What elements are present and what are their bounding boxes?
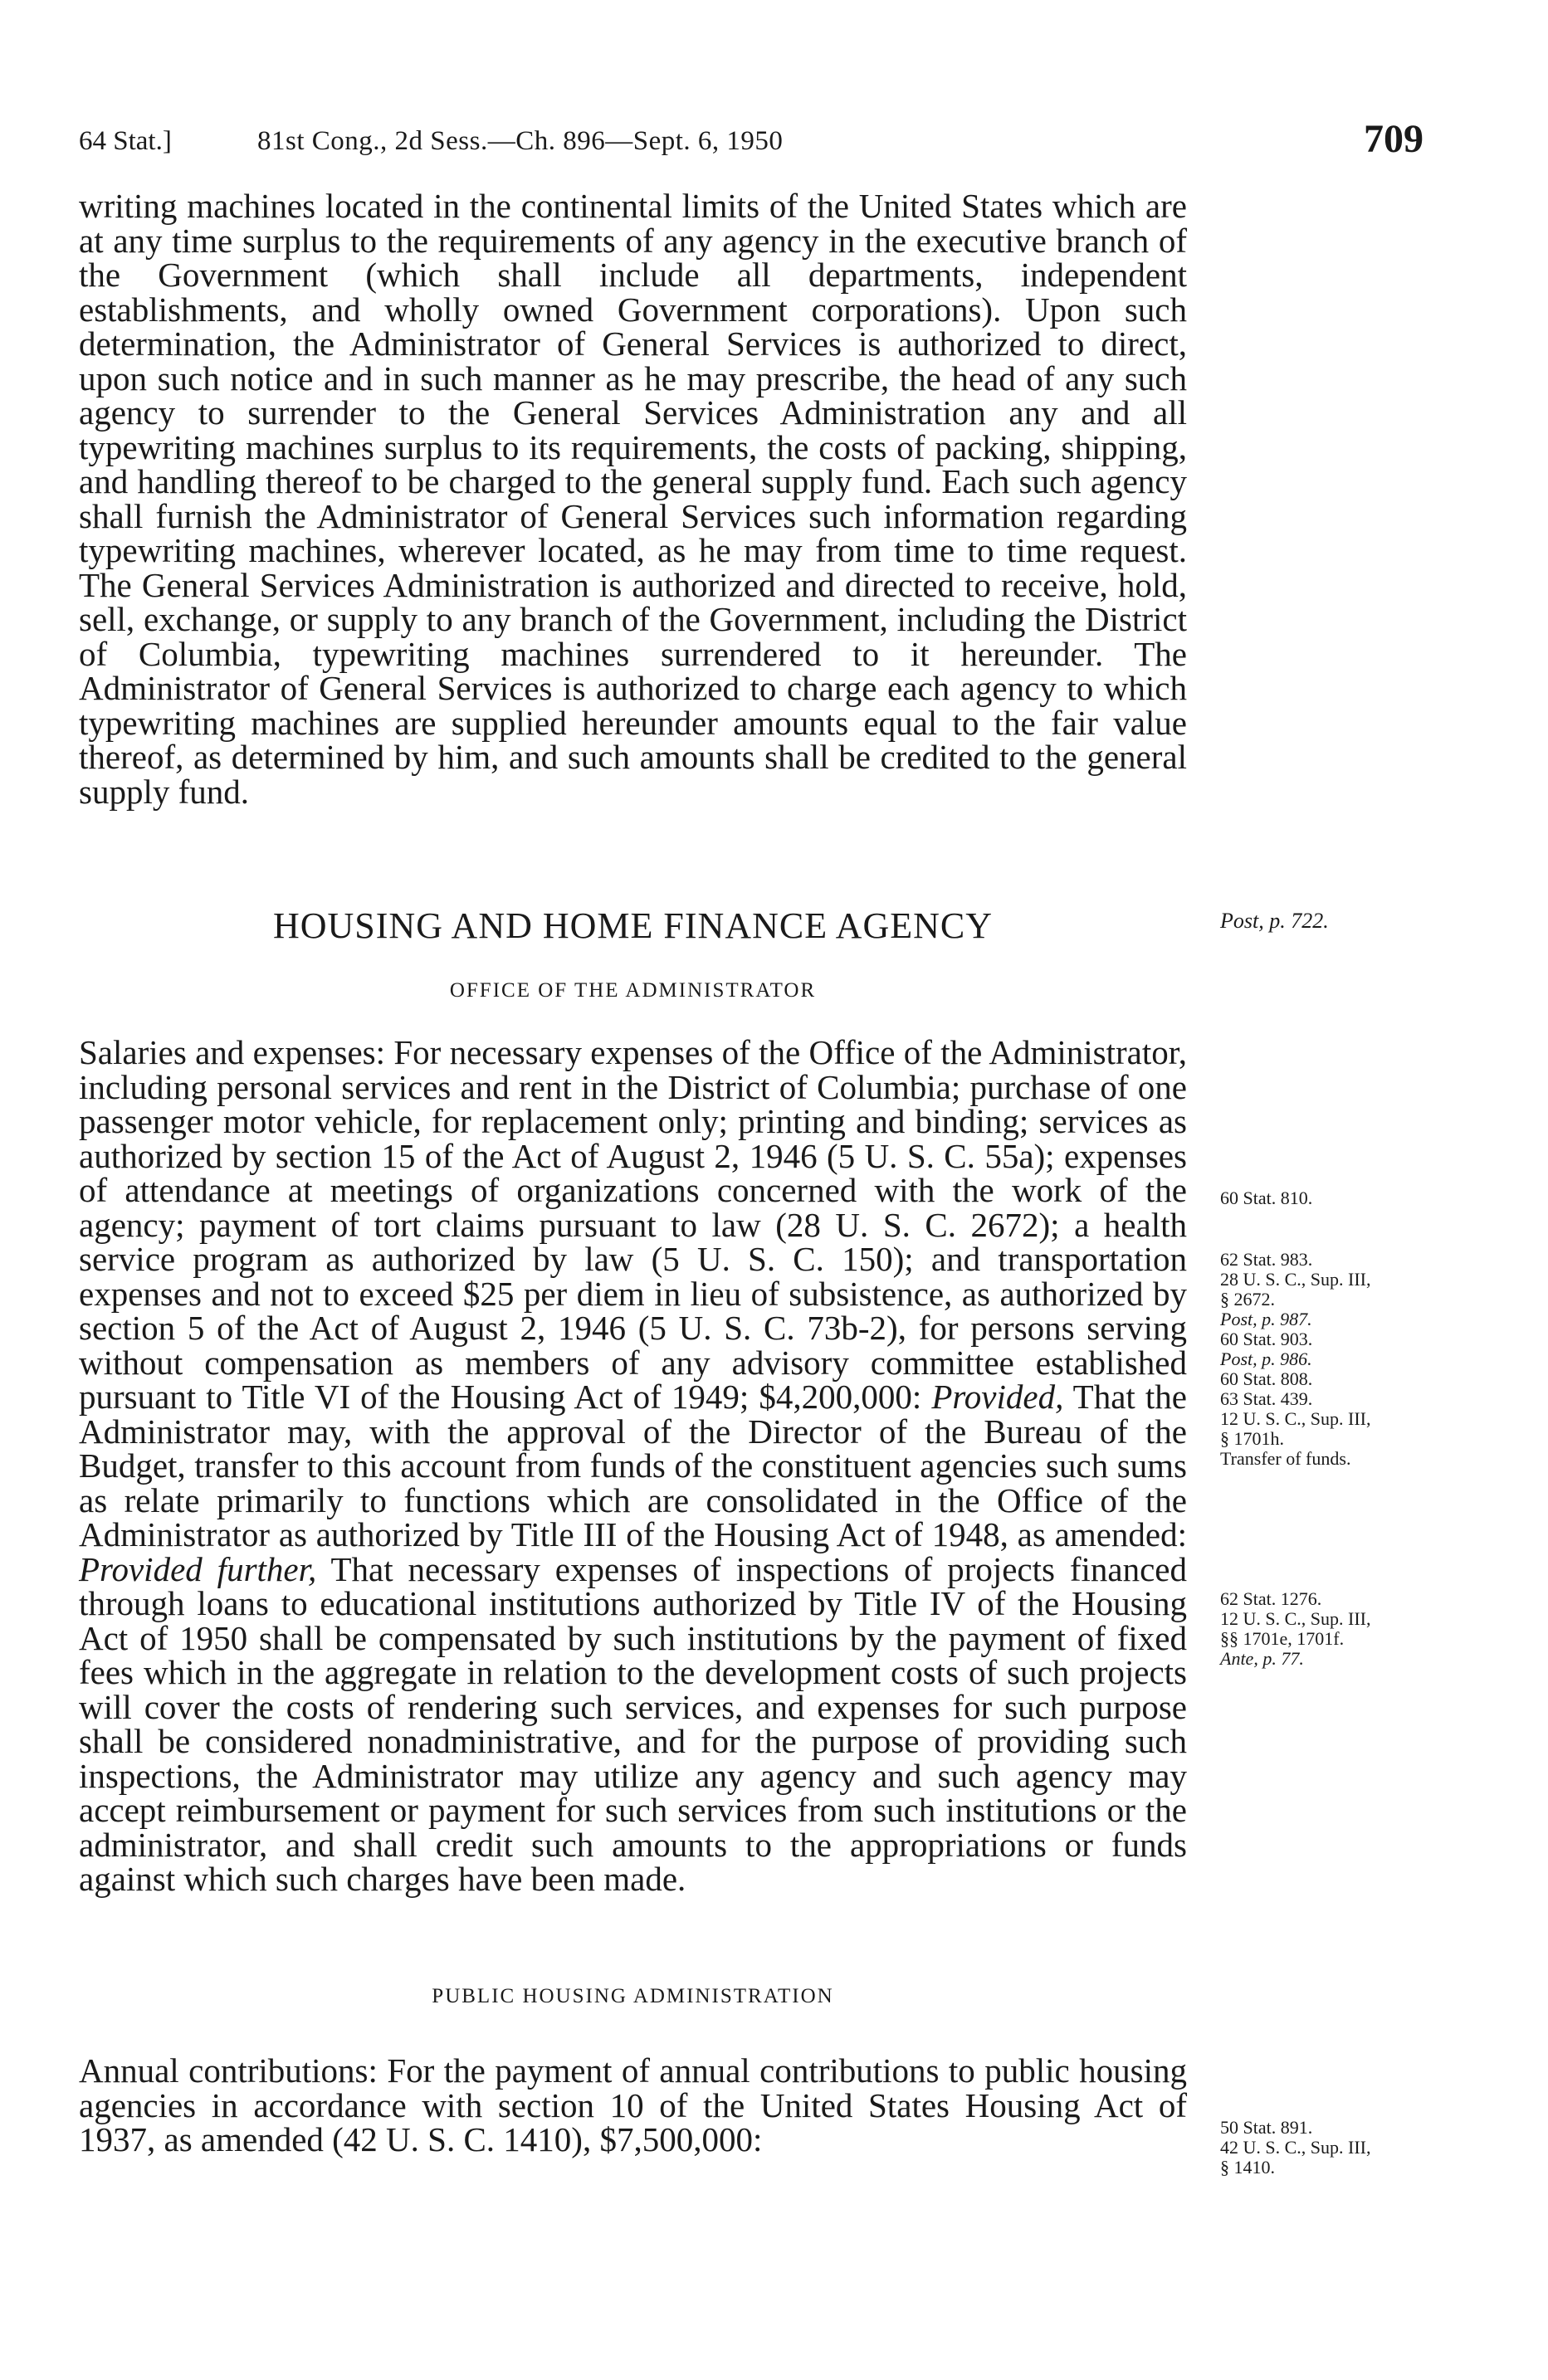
annual-contributions-paragraph: [79, 2051, 1187, 2158]
paragraph-2-part-c: That necessary expenses of inspections of projects financed through loans to educational institutions authorized by Title IV of the Housing Act of 1950 shall be compensated by such institutions by the payment of fixed fees which in the aggregate in relation to the development costs of such projects will cover the costs of rendering such services, and expenses for such purpose shall be considered nonadministrative, and for the purpose of providing such inspections, the Administrator may utilize any agency and such agency may accept reimbursement or payment for such services from such institutions or the administrator, and shall credit such amounts to the appropriations or funds against which such charges have been made.: [79, 1549, 1187, 1898]
margin-note-stat-810: 60 Stat. 810.: [1220, 1188, 1313, 1208]
paragraph-2-text: [79, 1033, 1187, 1898]
margin-notes-tort: 62 Stat. 983. 28 U. S. C., Sup. III, § 2672. Post, p. 987. 60 Stat. 903. Post, p. 986. 60 Stat. 808. 63 Stat. 439. 12 U. S. C., Sup. III, § 1701h. Transfer of funds.: [1220, 1249, 1371, 1469]
salaries-expenses-paragraph: [79, 1033, 1187, 1898]
session-chapter-date: 81st Cong., 2d Sess.—Ch. 896—Sept. 6, 1950: [257, 126, 784, 156]
running-header: [79, 116, 1423, 166]
provided-1: Provided,: [931, 1378, 1064, 1416]
stat-volume: 64 Stat.]: [79, 126, 172, 156]
paragraph-3-text: Annual contributions: For the payment of annual contributions to public housing agencies in accordance with section 10 of the United States Housing Act of 1937, as amended (42 U. S. C. 1410), $7,500,000:: [79, 2051, 1187, 2158]
paragraph-2-part-b: That the Administrator may, with the approval of the Director of the Bureau of the Budget, transfer to this account from funds of the constituent agencies such sums as relate primarily to functions which are consolidated in the Office of the Administrator as authorized by Title III of the Housing Act of 1948, as amended:: [79, 1378, 1187, 1553]
page-number: 709: [1364, 117, 1423, 161]
pha-heading: PUBLIC HOUSING ADMINISTRATION: [432, 1985, 834, 2007]
agency-heading: HOUSING AND HOME FINANCE AGENCY: [272, 905, 994, 946]
margin-notes-housing-act: 50 Stat. 891. 42 U. S. C., Sup. III, § 1410.: [1220, 2117, 1371, 2178]
margin-notes-title-iii: 62 Stat. 1276. 12 U. S. C., Sup. III, §§ 1701e, 1701f. Ante, p. 77.: [1220, 1588, 1371, 1669]
provided-2: Provided further,: [79, 1549, 317, 1588]
margin-note-post-722: Post, p. 722.: [1220, 909, 1329, 933]
typewriter-surplus-paragraph: [79, 189, 1187, 809]
paragraph-2-part-a: Salaries and expenses: For necessary expenses of the Office of the Administrator, including personal services and rent in the District of Columbia; purchase of one passenger motor vehicle, for replacement only; printing and binding; services as authorized by section 15 of the Act of August 2, 1946 (5 U. S. C. 55a); expenses of attendance at meetings of organizations concerned with the work of the agency; payment of tort claims pursuant to law (28 U. S. C. 2672); a health service program as authorized by law (5 U. S. C. 150); and transportation expenses and not to exceed $25 per diem in lieu of subsistence, as authorized by section 5 of the Act of August 2, 1946 (5 U. S. C. 73b-2), for persons serving without compensation as members of any advisory committee established pursuant to Title VI of the Housing Act of 1949; $4,200,000:: [79, 1033, 1187, 1416]
paragraph-1-text: writing machines located in the continental limits of the United States which are at any time surplus to the requirements of any agency in the executive branch of the Government (which shall include all departments, independent establishments, and wholly owned Government corporations). Upon such determination, the Administrator of General Services is authorized to direct, upon such notice and in such manner as he may prescribe, the head of any such agency to surrender to the General Services Administration any and all typewriting machines surplus to its requirements, the costs of packing, shipping, and handling thereof to be charged to the general supply fund. Each such agency shall furnish the Administrator of General Services such information regarding typewriting machines, wherever located, as he may from time to time request. The General Services Administration is authorized and directed to receive, hold, sell, exchange, or supply to any branch of the Government, including the District of Columbia, typewriting machines surrendered to it hereunder. The Administrator of General Services is authorized to charge each agency to which typewriting machines are supplied hereunder amounts equal to the fair value thereof, as determined by him, and such amounts shall be credited to the general supply fund.: [79, 187, 1187, 811]
office-heading: OFFICE OF THE ADMINISTRATOR: [449, 979, 817, 1002]
